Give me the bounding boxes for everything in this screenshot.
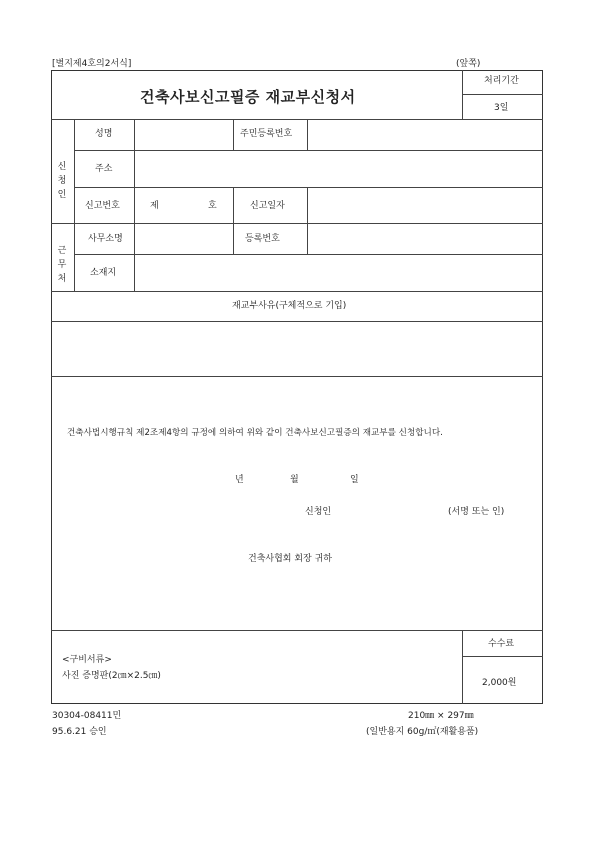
- fee-label: 수수료: [488, 639, 515, 649]
- report-number-label: 신고번호: [85, 201, 120, 211]
- addressee: 건축사협회 회장 귀하: [248, 554, 332, 564]
- address-label: 주소: [95, 164, 113, 174]
- form-code: 30304-08411민: [52, 711, 122, 721]
- date-day-label: 일: [350, 475, 359, 485]
- name-field[interactable]: [138, 130, 228, 142]
- office-name-label: 사무소명: [88, 234, 123, 244]
- processing-period-value: 3일: [494, 103, 509, 113]
- report-date-field[interactable]: [312, 202, 537, 214]
- signature-hint: (서명 또는 인): [448, 507, 505, 517]
- name-label: 성명: [95, 129, 113, 139]
- page-side-label: (앞쪽): [456, 59, 481, 69]
- required-documents-item: 사진 증명판(2㎝×2.5㎝): [62, 671, 161, 681]
- required-documents-label: <구비서류>: [62, 655, 112, 665]
- registration-number-field[interactable]: [312, 235, 537, 247]
- location-label: 소재지: [90, 268, 117, 278]
- location-field[interactable]: [140, 269, 535, 281]
- applicant-group-label: 신청인: [57, 162, 67, 200]
- paper-spec: (일반용지 60g/㎡(재활용품): [366, 727, 479, 737]
- declaration-text: 건축사법시행규칙 제2조제4항의 규정에 의하여 위와 같이 건축사보신고필증의 재교부를 신청합니다.: [67, 428, 443, 438]
- resident-number-field[interactable]: [312, 130, 537, 142]
- report-date-label: 신고일자: [250, 201, 285, 211]
- office-name-field[interactable]: [138, 235, 228, 247]
- processing-period-label: 처리기간: [484, 76, 519, 86]
- address-field[interactable]: [140, 165, 535, 177]
- report-number-suffix: 호: [208, 201, 217, 211]
- approval-date: 95.6.21 승인: [52, 727, 107, 737]
- report-number-prefix: 제: [150, 201, 159, 211]
- reason-field[interactable]: [58, 330, 536, 370]
- registration-number-label: 등록번호: [245, 234, 280, 244]
- date-year-label: 년: [235, 475, 244, 485]
- fee-value: 2,000원: [482, 678, 517, 688]
- workplace-group-label: 근무처: [57, 246, 67, 284]
- paper-size: 210㎜ × 297㎜: [408, 711, 474, 721]
- form-number: [별지제4호의2서식]: [52, 59, 132, 69]
- reason-label: 재교부사유(구체적으로 기입): [232, 301, 347, 311]
- applicant-signature-label: 신청인: [305, 507, 332, 517]
- form-title: 건축사보신고필증 재교부신청서: [140, 88, 356, 106]
- resident-number-label: 주민등록번호: [240, 129, 293, 139]
- date-month-label: 월: [290, 475, 299, 485]
